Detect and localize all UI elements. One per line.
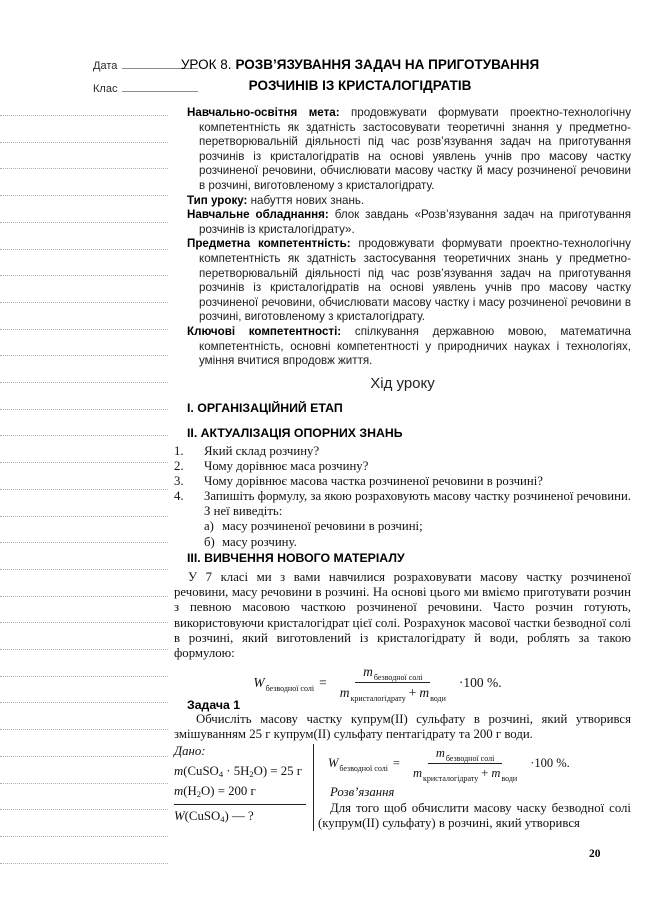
margin-ruled-line (0, 355, 168, 356)
task-1-text: Обчисліть масову частку купрум(II) сульфату в розчині, який утворився змішуванням 25 г купрум(II) сульфату пентагідрату та 200 г води. (174, 712, 631, 742)
meta-text: продовжувати формувати проектно-технологічну компетентність як здатність застосування теоретичних знань у предметно-перетворювальній діяльності під час розв’язування задач на приготування розчинів із кристалогідратів на основі уявлень учнів про масову частку розчиненої речовини, обчислювати масову частку і масу розчиненої речовини в розчині, виготовленому з кристалогідрату. (199, 237, 631, 324)
margin-ruled-line (0, 115, 168, 116)
formula-subscript: безводної солі (373, 673, 423, 682)
given-column (174, 744, 313, 831)
given-solution-block (174, 744, 631, 831)
meta-text: продовжувати формувати проектно-технологічну компетентність як здатність застосовувати теоретичні знання у предметно-перетворювальній діяльності під час розв’язування задач на приготування розчинів із кристалогідратів на основі уявлень учнів про масову частку розчиненої речовини, обчислювати масову частку й масу розчиненої речовини в розчині, виготовленому з кристалогідрату. (199, 106, 631, 192)
given-mass-water (174, 784, 307, 799)
formula-subscript: води (430, 694, 446, 703)
question-number: 1. (174, 444, 184, 458)
question-number: 3. (174, 474, 184, 489)
date-label: Дата (93, 60, 118, 72)
margin-ruled-line (0, 275, 168, 276)
margin-ruled-line (0, 462, 168, 463)
margin-ruled-line (0, 649, 168, 650)
formula-variable-m: m (491, 766, 501, 780)
formula-times-100-percent: ·100 %. (530, 756, 570, 770)
formula-body (253, 664, 501, 701)
sub-question-text: масу розчиненої речовини в розчині; (222, 519, 423, 534)
formula-lhs (328, 756, 388, 771)
margin-ruled-line (0, 222, 168, 223)
sub-question-item (174, 519, 631, 534)
plus-sign: + (408, 685, 417, 700)
lesson-title (90, 55, 630, 96)
stage-1-heading: I. ОРГАНІЗАЦІЙНИЙ ЕТАП (187, 401, 343, 415)
margin-ruled-line (0, 249, 168, 250)
solution-text: Для того щоб обчислити масову часку безводної солі (купрум(II) сульфату) в розчині, який утворився (318, 801, 631, 831)
formula-subscript: води (501, 774, 518, 783)
task-1-title: Задача 1 (187, 698, 241, 712)
lesson-title-line2: РОЗЧИНІВ ІЗ КРИСТАЛОГІДРАТІВ (248, 77, 472, 93)
question-text: Чому дорівнює маса розчину? (204, 459, 369, 474)
fraction-numerator (355, 664, 430, 683)
margin-ruled-line (0, 435, 168, 436)
margin-ruled-line (0, 783, 168, 784)
formula-times-100-percent: ·100 %. (458, 674, 502, 690)
formula-variable-w: W (328, 756, 339, 770)
lesson-title-line1: РОЗВ’ЯЗУВАННЯ ЗАДАЧ НА ПРИГОТУВАННЯ (235, 57, 540, 72)
margin-ruled-line (0, 489, 168, 490)
meta-paragraph-equipment (187, 208, 631, 237)
question-text: Запишіть формулу, за якою розраховують масову частку розчиненої речовини. З неї виведіть: (204, 489, 631, 519)
formula-variable-m: m (412, 766, 423, 780)
margin-ruled-line (0, 329, 168, 330)
formula-variable-m: m (435, 746, 445, 760)
solution-formula (328, 746, 631, 781)
meta-label: Предметна компетентність: (187, 237, 351, 251)
variable-w: W (174, 809, 185, 823)
lesson-meta-block (187, 106, 631, 369)
margin-ruled-line (0, 836, 168, 837)
fraction-denominator (332, 683, 454, 701)
meta-text: набуття нових знань. (250, 193, 365, 207)
margin-ruled-line (0, 809, 168, 810)
subscript-digit: 2 (249, 769, 254, 779)
formula-variable-m: m (339, 685, 350, 700)
question-item (174, 489, 631, 519)
variable-m: m (174, 764, 184, 778)
margin-ruled-line (0, 302, 168, 303)
chem-text: O) = 25 г (253, 764, 302, 778)
meta-paragraph-subject-competence (187, 237, 631, 325)
find-mass-fraction (174, 809, 307, 824)
equals-sign: = (319, 674, 327, 690)
plus-sign: + (481, 766, 489, 780)
given-mass-pentahydrate (174, 764, 307, 779)
question-number: 2. (174, 459, 184, 474)
formula-subscript: безводної солі (445, 754, 495, 763)
margin-ruled-line (0, 729, 168, 730)
variable-m: m (174, 784, 184, 798)
margin-ruled-line (0, 676, 168, 677)
meta-paragraph-type (187, 194, 631, 209)
formula-variable-m: m (419, 685, 430, 700)
formula-fraction (332, 664, 454, 701)
formula-fraction (405, 746, 525, 781)
sub-question-item (174, 535, 631, 550)
review-questions-list (174, 444, 631, 550)
margin-ruled-line (0, 622, 168, 623)
margin-ruled-line (0, 702, 168, 703)
question-item (174, 474, 631, 489)
question-text: Який склад розчину? (204, 444, 320, 458)
chem-text: · 5H (223, 764, 250, 778)
margin-ruled-line (0, 382, 168, 383)
sub-question-letter: а) (204, 519, 214, 534)
margin-ruled-line (0, 756, 168, 757)
margin-ruled-line (0, 542, 168, 543)
margin-ruled-line (0, 195, 168, 196)
given-label: Дано: (174, 744, 206, 758)
chem-text: ) — ? (224, 809, 254, 823)
question-item (174, 459, 631, 474)
equals-sign: = (392, 756, 400, 770)
sub-question-letter: б) (204, 534, 215, 549)
meta-label: Навчальне обладнання: (187, 208, 329, 222)
margin-ruled-line (0, 409, 168, 410)
chem-text: (CuSO (183, 764, 219, 778)
formula-subscript: кристалогідрату (350, 694, 406, 703)
margin-ruled-line (0, 142, 168, 143)
page-number: 20 (589, 848, 601, 860)
stage-2-heading: II. АКТУАЛІЗАЦІЯ ОПОРНИХ ЗНАНЬ (187, 426, 403, 440)
question-number: 4. (174, 489, 184, 504)
meta-label: Ключові компетентності: (187, 324, 342, 338)
fraction-denominator (405, 764, 525, 781)
meta-paragraph-goal (187, 106, 631, 194)
margin-ruled-line (0, 569, 168, 570)
chem-text: (CuSO (184, 809, 221, 823)
mass-fraction-formula (174, 664, 631, 701)
solution-column (313, 744, 631, 831)
course-of-lesson-heading: Хід уроку (370, 375, 435, 392)
formula-subscript: безводної солі (339, 764, 388, 773)
meta-label: Тип уроку: (187, 193, 248, 207)
meta-label: Навчально-освітня мета: (187, 106, 340, 119)
meta-text: блок завдань «Розв’язування задач на приготування розчинів із кристалогідрату». (199, 208, 631, 236)
solution-label: Розв’язання (330, 785, 395, 799)
lesson-number: УРОК 8. (180, 57, 232, 72)
fraction-numerator (428, 746, 503, 764)
question-text: Чому дорівнює масова частка розчиненої речовини в розчині? (204, 474, 543, 489)
formula-variable-w: W (253, 674, 265, 690)
meta-paragraph-key-competences (187, 325, 631, 369)
sub-question-text: масу розчину. (222, 534, 297, 549)
formula-subscript: кристалогідрату (423, 774, 479, 783)
question-item (174, 444, 631, 459)
margin-ruled-line (0, 168, 168, 169)
meta-text: спілкування державною мовою, математична компетентність, основні компетентності у природничих науках і технологіях, уміння вчитися впродовж життя. (199, 324, 631, 368)
chem-text: O) = 200 г (201, 784, 256, 798)
class-label: Клас (93, 83, 118, 95)
subscript-digit: 2 (196, 789, 202, 799)
stage-3-heading: III. ВИВЧЕННЯ НОВОГО МАТЕРІАЛУ (187, 551, 405, 565)
margin-ruled-line (0, 863, 168, 864)
formula-subscript: безводної солі (265, 683, 315, 693)
margin-ruled-line (0, 516, 168, 517)
subscript-digit: 4 (218, 769, 224, 779)
formula-lhs (253, 675, 314, 691)
margin-ruled-line (0, 596, 168, 597)
given-separator-line (174, 804, 306, 805)
formula-variable-m: m (363, 664, 373, 679)
chem-text: (H (183, 784, 197, 798)
subscript-digit: 4 (220, 814, 225, 824)
new-material-paragraph: У 7 класі ми з вами навчилися розраховувати масову частку розчиненої речовини, масу речовини в розчині. На основі цього ми вміємо приготувати розчин з певною масовою часткою розчиненої речовини. Часто розчин готують, використовуючи кристалогідрат цієї солі. Розрахунок масової частки безводної солі в розчині, який виготовлений із кристалогідрату й води, роблять за такою формулою: (174, 570, 631, 661)
